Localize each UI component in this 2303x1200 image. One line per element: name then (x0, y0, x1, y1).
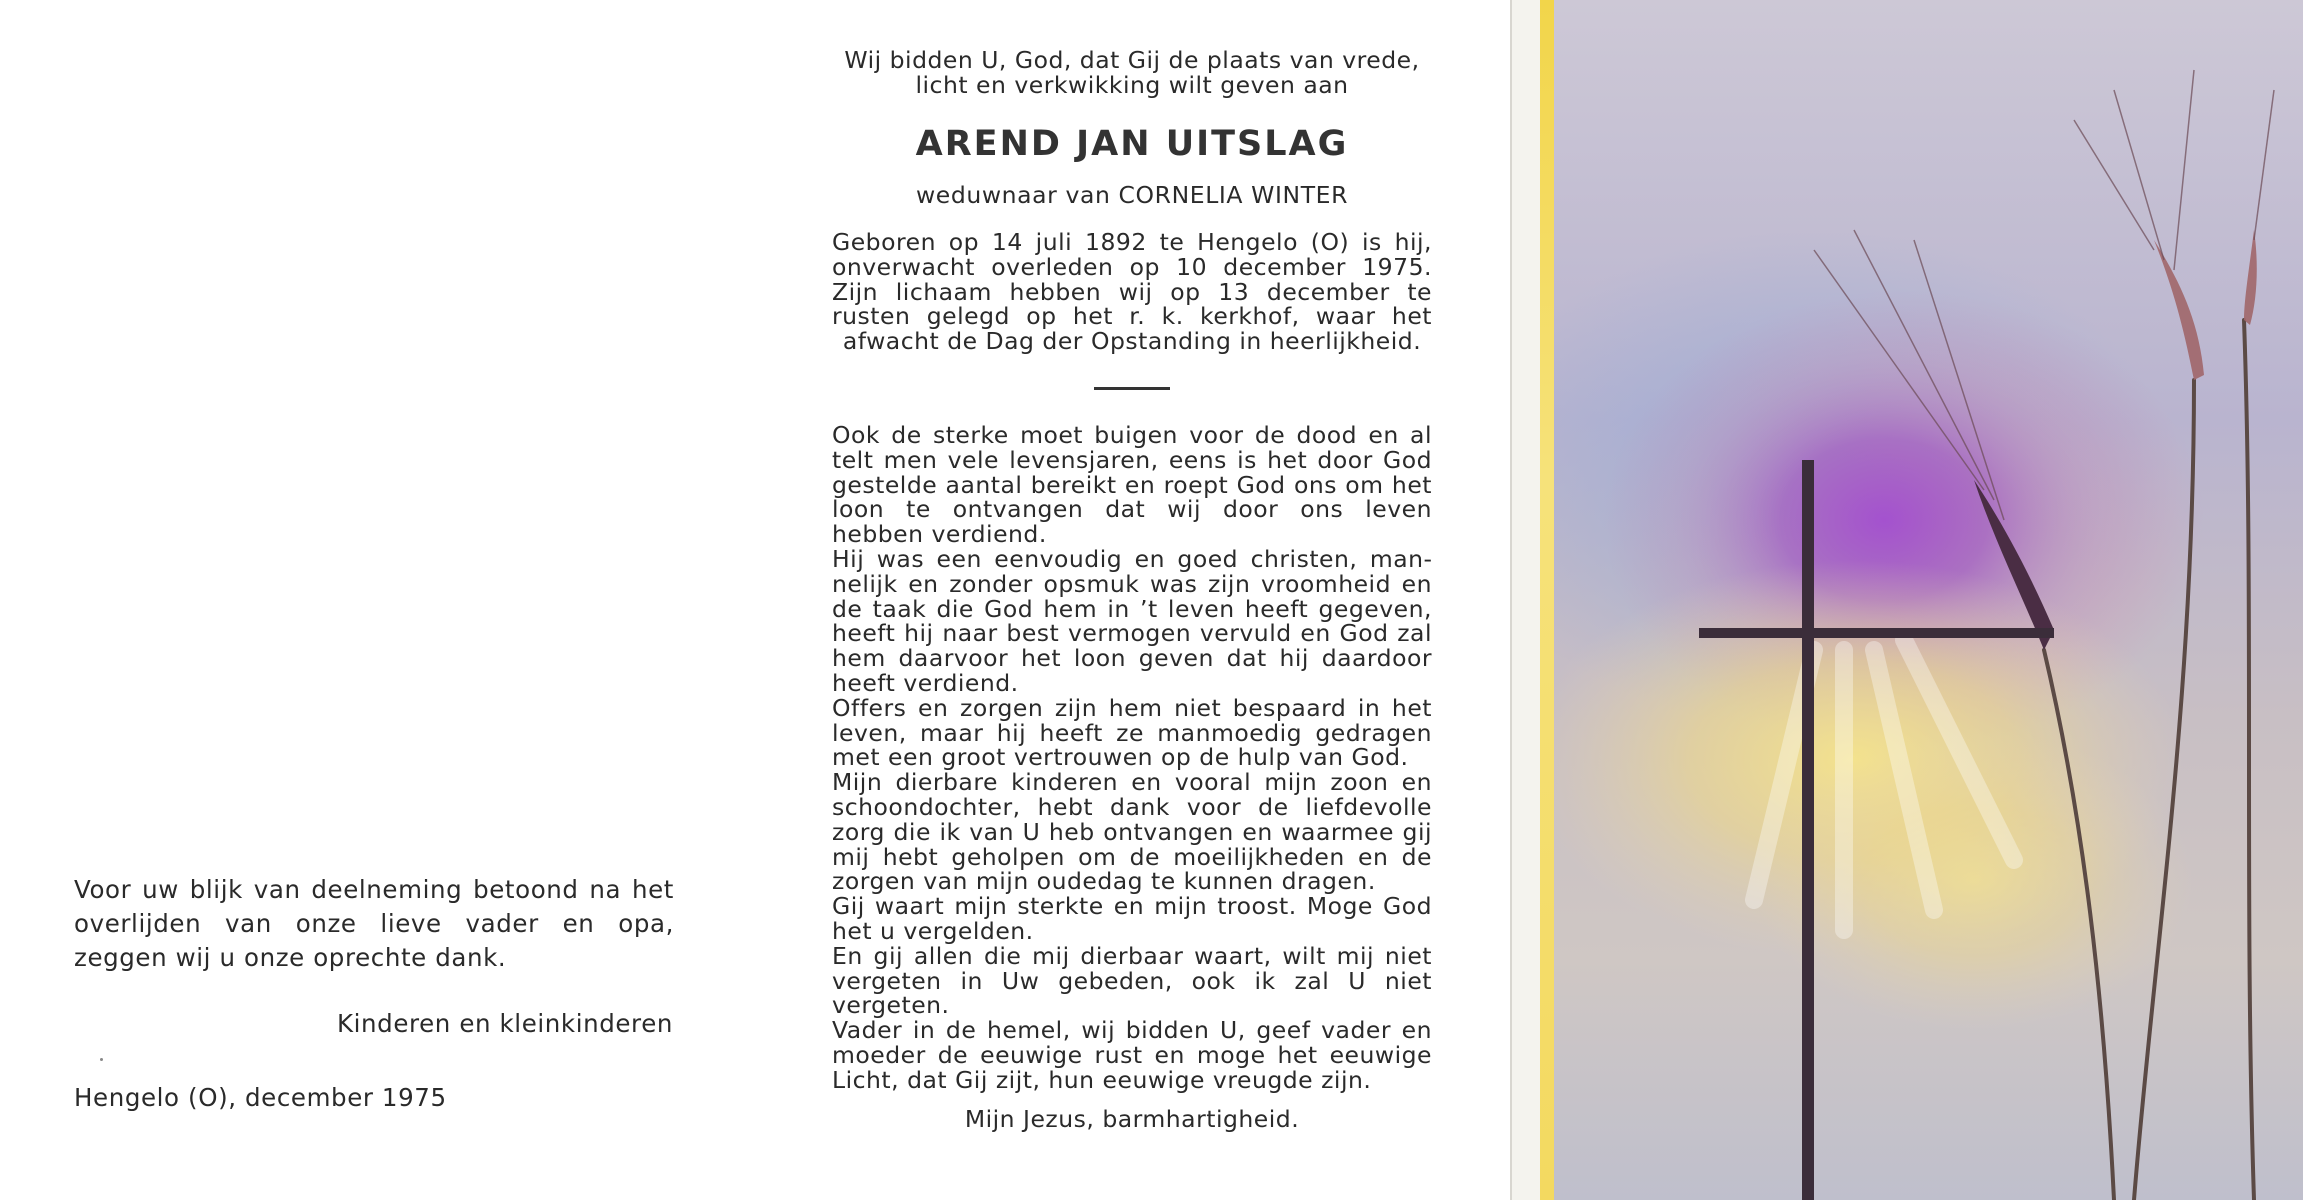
widower-of: weduwnaar van CORNELIA WINTER (915, 181, 1349, 209)
divider-line (1094, 387, 1170, 390)
prayer-intro-line-2: licht en verkwikking wilt geven aan (915, 70, 1349, 99)
paragraph: Offers en zorgen zijn hem niet bespaard in het leven, maar hij heeft ze manmoedig gedragen met een groot vertrouwen op de hulp van God. (832, 693, 1432, 772)
paragraph: Gij waart mijn sterkte en mijn troost. Moge God het u vergelden. (832, 892, 1432, 945)
prayer-intro-line-1: Wij bidden U, God, dat Gij de plaats van vrede, (844, 46, 1420, 74)
paper-speck (100, 1058, 103, 1061)
signoff: Kinderen en kleinkinderen (336, 1009, 673, 1038)
cross-and-wheat-illustration (1554, 0, 2303, 1200)
prayer-intro (832, 48, 1432, 98)
paragraph: Vader in de hemel, wij bidden U, geef vader en moeder de eeuwige rust en moge het eeuwige Licht, dat Gij zijt, hun eeuwige vreugde zijn. (832, 1016, 1432, 1094)
thank-you-text: Voor uw blijk van deelneming betoond na het overlijden van onze lieve vader en opa, zeggen wij u onze oprechte dank. (74, 875, 674, 972)
cross-and-wheat-image (1554, 0, 2303, 1200)
thank-you-panel (0, 0, 760, 1200)
deceased-name: AREND JAN UITSLAG (915, 124, 1349, 164)
paragraph: En gij allen die mij dierbaar waart, wilt mij niet vergeten in Uw gebeden, ook ik zal U niet vergeten. (832, 941, 1432, 1020)
memorial-text (832, 423, 1432, 1093)
paragraph: Ook de sterke moet buigen voor de dood en al telt men vele levensjaren, eens is het door God gestelde aantal bereikt en roept God ons om het loon te ontvangen dat wij door ons leven hebben verdiend. (832, 421, 1432, 549)
card-edge-strip (1540, 0, 1554, 1200)
paragraph: Hij was een eenvoudig en goed christen, mannelijk en zonder opsmuk was zijn vroomheid en de taak die God hem in ’t leven heeft gegeven, heeft hij naar best vermogen vervuld en God zal hem daarvoor het loon geven dat hij daardoor heeft verdiend. (832, 544, 1432, 697)
biography: Geboren op 14 juli 1892 te Hengelo (O) is hij, onverwacht overleden op 10 december 1975. Zijn lichaam hebben wij op 13 december te rusten gelegd op het r. k. kerkhof, waar het afwacht de Dag der Opstanding in heerlijkheid. (832, 228, 1432, 356)
memorial-text-panel (760, 0, 1512, 1200)
paragraph: Mijn dierbare kinderen en vooral mijn zoon en schoondochter, hebt dank voor de liefdevolle zorg die ik van U heb ontvangen en waarmee gij mij hebt geholpen om de moeilijkheden en de zorgen van mijn oudedag te kunnen dragen. (832, 768, 1432, 896)
closing-prayer: Mijn Jezus, barmhartigheid. (964, 1105, 1300, 1133)
place-date: Hengelo (O), december 1975 (74, 1083, 447, 1112)
